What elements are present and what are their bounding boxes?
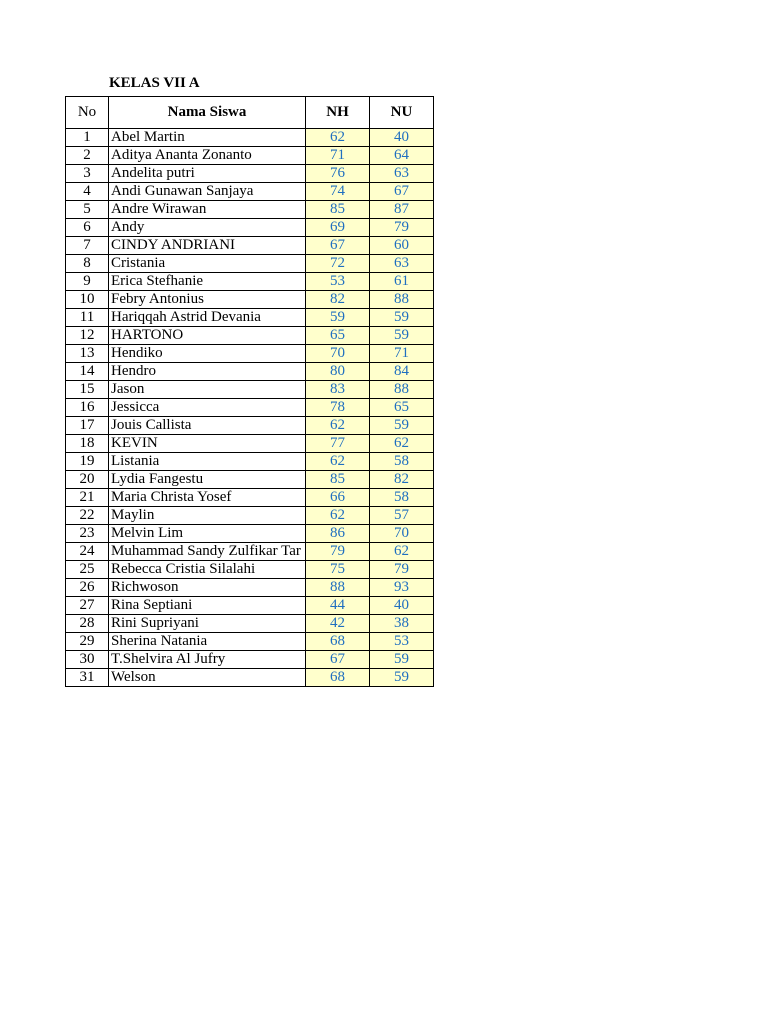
- table-row: [66, 489, 434, 507]
- cell-no[interactable]: 26: [66, 579, 109, 597]
- cell-student-name[interactable]: Andy: [109, 219, 306, 237]
- cell-student-name[interactable]: Richwoson: [109, 579, 306, 597]
- cell-no[interactable]: 16: [66, 399, 109, 417]
- cell-nu-score[interactable]: 65: [370, 399, 434, 417]
- table-row: [66, 579, 434, 597]
- cell-student-name[interactable]: Cristania: [109, 255, 306, 273]
- cell-no[interactable]: 31: [66, 669, 109, 687]
- cell-nh-score[interactable]: 71: [306, 147, 370, 165]
- cell-student-name[interactable]: Lydia Fangestu: [109, 471, 306, 489]
- cell-nh-score[interactable]: 69: [306, 219, 370, 237]
- cell-no[interactable]: 5: [66, 201, 109, 219]
- cell-nh-score[interactable]: 67: [306, 237, 370, 255]
- cell-student-name[interactable]: KEVIN: [109, 435, 306, 453]
- table-row: [66, 309, 434, 327]
- cell-nh-score[interactable]: 86: [306, 525, 370, 543]
- table-row: [66, 615, 434, 633]
- column-header-nu[interactable]: NU: [370, 97, 434, 129]
- cell-nu-score[interactable]: 59: [370, 651, 434, 669]
- cell-nh-score[interactable]: 80: [306, 363, 370, 381]
- cell-no[interactable]: 2: [66, 147, 109, 165]
- cell-student-name[interactable]: Aditya Ananta Zonanto: [109, 147, 306, 165]
- table-row: [66, 399, 434, 417]
- table-row: [66, 435, 434, 453]
- cell-nu-score[interactable]: 58: [370, 489, 434, 507]
- cell-nh-score[interactable]: 72: [306, 255, 370, 273]
- table-row: [66, 129, 434, 147]
- cell-nu-score[interactable]: 88: [370, 291, 434, 309]
- cell-nh-score[interactable]: 65: [306, 327, 370, 345]
- cell-no[interactable]: 13: [66, 345, 109, 363]
- cell-nu-score[interactable]: 59: [370, 669, 434, 687]
- cell-nh-score[interactable]: 74: [306, 183, 370, 201]
- table-row: [66, 165, 434, 183]
- table-row: [66, 327, 434, 345]
- cell-student-name[interactable]: HARTONO: [109, 327, 306, 345]
- cell-no[interactable]: 11: [66, 309, 109, 327]
- cell-nu-score[interactable]: 79: [370, 561, 434, 579]
- cell-nh-score[interactable]: 85: [306, 471, 370, 489]
- table-row: [66, 219, 434, 237]
- cell-nu-score[interactable]: 62: [370, 543, 434, 561]
- student-score-table: [65, 96, 434, 687]
- cell-no[interactable]: 19: [66, 453, 109, 471]
- cell-nh-score[interactable]: 82: [306, 291, 370, 309]
- cell-nu-score[interactable]: 93: [370, 579, 434, 597]
- cell-no[interactable]: 9: [66, 273, 109, 291]
- cell-nu-score[interactable]: 62: [370, 435, 434, 453]
- cell-nh-score[interactable]: 44: [306, 597, 370, 615]
- column-header-no[interactable]: No: [66, 97, 109, 129]
- header-row: [66, 97, 434, 129]
- cell-student-name[interactable]: Rini Supriyani: [109, 615, 306, 633]
- cell-nh-score[interactable]: 85: [306, 201, 370, 219]
- cell-student-name[interactable]: Febry Antonius: [109, 291, 306, 309]
- cell-no[interactable]: 17: [66, 417, 109, 435]
- table-row: [66, 597, 434, 615]
- cell-nu-score[interactable]: 59: [370, 309, 434, 327]
- table-row: [66, 183, 434, 201]
- cell-student-name[interactable]: Jessicca: [109, 399, 306, 417]
- cell-nh-score[interactable]: 68: [306, 633, 370, 651]
- cell-no[interactable]: 27: [66, 597, 109, 615]
- cell-student-name[interactable]: Hariqqah Astrid Devania: [109, 309, 306, 327]
- cell-nh-score[interactable]: 62: [306, 507, 370, 525]
- cell-no[interactable]: 7: [66, 237, 109, 255]
- cell-no[interactable]: 28: [66, 615, 109, 633]
- table-row: [66, 237, 434, 255]
- table-row: [66, 291, 434, 309]
- cell-student-name[interactable]: Andelita putri: [109, 165, 306, 183]
- cell-nh-score[interactable]: 53: [306, 273, 370, 291]
- cell-nh-score[interactable]: 62: [306, 129, 370, 147]
- cell-nu-score[interactable]: 60: [370, 237, 434, 255]
- cell-student-name[interactable]: Muhammad Sandy Zulfikar Tar: [109, 543, 306, 561]
- cell-student-name[interactable]: Listania: [109, 453, 306, 471]
- cell-nu-score[interactable]: 79: [370, 219, 434, 237]
- cell-nh-score[interactable]: 62: [306, 417, 370, 435]
- cell-nh-score[interactable]: 42: [306, 615, 370, 633]
- cell-no[interactable]: 30: [66, 651, 109, 669]
- cell-nu-score[interactable]: 71: [370, 345, 434, 363]
- table-row: [66, 507, 434, 525]
- column-header-nh[interactable]: NH: [306, 97, 370, 129]
- cell-nu-score[interactable]: 63: [370, 255, 434, 273]
- cell-nh-score[interactable]: 59: [306, 309, 370, 327]
- cell-student-name[interactable]: Hendiko: [109, 345, 306, 363]
- cell-no[interactable]: 15: [66, 381, 109, 399]
- cell-no[interactable]: 25: [66, 561, 109, 579]
- table-body: [66, 129, 434, 687]
- cell-student-name[interactable]: Erica Stefhanie: [109, 273, 306, 291]
- cell-student-name[interactable]: Andre Wirawan: [109, 201, 306, 219]
- cell-nu-score[interactable]: 57: [370, 507, 434, 525]
- cell-nu-score[interactable]: 63: [370, 165, 434, 183]
- cell-nu-score[interactable]: 59: [370, 417, 434, 435]
- cell-student-name[interactable]: Maria Christa Yosef: [109, 489, 306, 507]
- cell-student-name[interactable]: Rebecca Cristia Silalahi: [109, 561, 306, 579]
- table-row: [66, 471, 434, 489]
- cell-student-name[interactable]: Jason: [109, 381, 306, 399]
- cell-no[interactable]: 12: [66, 327, 109, 345]
- column-header-name[interactable]: Nama Siswa: [109, 97, 306, 129]
- table-row: [66, 381, 434, 399]
- table-row: [66, 669, 434, 687]
- table-row: [66, 651, 434, 669]
- cell-nu-score[interactable]: 58: [370, 453, 434, 471]
- cell-nh-score[interactable]: 83: [306, 381, 370, 399]
- cell-nu-score[interactable]: 82: [370, 471, 434, 489]
- cell-nh-score[interactable]: 67: [306, 651, 370, 669]
- cell-nu-score[interactable]: 59: [370, 327, 434, 345]
- cell-nu-score[interactable]: 84: [370, 363, 434, 381]
- cell-no[interactable]: 10: [66, 291, 109, 309]
- table-row: [66, 255, 434, 273]
- cell-nu-score[interactable]: 38: [370, 615, 434, 633]
- cell-no[interactable]: 6: [66, 219, 109, 237]
- table-row: [66, 525, 434, 543]
- table-row: [66, 633, 434, 651]
- cell-no[interactable]: 20: [66, 471, 109, 489]
- cell-nh-score[interactable]: 62: [306, 453, 370, 471]
- cell-nu-score[interactable]: 40: [370, 597, 434, 615]
- cell-no[interactable]: 14: [66, 363, 109, 381]
- cell-nu-score[interactable]: 87: [370, 201, 434, 219]
- table-row: [66, 147, 434, 165]
- cell-student-name[interactable]: Andi Gunawan Sanjaya: [109, 183, 306, 201]
- cell-no[interactable]: 1: [66, 129, 109, 147]
- cell-no[interactable]: 3: [66, 165, 109, 183]
- cell-student-name[interactable]: Melvin Lim: [109, 525, 306, 543]
- cell-nh-score[interactable]: 79: [306, 543, 370, 561]
- cell-no[interactable]: 18: [66, 435, 109, 453]
- table-row: [66, 417, 434, 435]
- table-row: [66, 453, 434, 471]
- sheet-title: KELAS VII A: [109, 75, 200, 91]
- table-row: [66, 543, 434, 561]
- cell-nh-score[interactable]: 88: [306, 579, 370, 597]
- cell-student-name[interactable]: Hendro: [109, 363, 306, 381]
- cell-nu-score[interactable]: 67: [370, 183, 434, 201]
- table-row: [66, 561, 434, 579]
- cell-nh-score[interactable]: 76: [306, 165, 370, 183]
- cell-no[interactable]: 22: [66, 507, 109, 525]
- cell-nu-score[interactable]: 61: [370, 273, 434, 291]
- cell-no[interactable]: 4: [66, 183, 109, 201]
- table-row: [66, 201, 434, 219]
- cell-student-name[interactable]: Sherina Natania: [109, 633, 306, 651]
- cell-student-name[interactable]: Jouis Callista: [109, 417, 306, 435]
- cell-nu-score[interactable]: 64: [370, 147, 434, 165]
- cell-nu-score[interactable]: 40: [370, 129, 434, 147]
- table-row: [66, 273, 434, 291]
- cell-student-name[interactable]: T.Shelvira Al Jufry: [109, 651, 306, 669]
- cell-student-name[interactable]: Welson: [109, 669, 306, 687]
- table-header: [66, 97, 434, 129]
- cell-no[interactable]: 23: [66, 525, 109, 543]
- cell-nh-score[interactable]: 68: [306, 669, 370, 687]
- cell-student-name[interactable]: Rina Septiani: [109, 597, 306, 615]
- cell-no[interactable]: 21: [66, 489, 109, 507]
- cell-nh-score[interactable]: 77: [306, 435, 370, 453]
- cell-nu-score[interactable]: 88: [370, 381, 434, 399]
- cell-no[interactable]: 8: [66, 255, 109, 273]
- cell-student-name[interactable]: Maylin: [109, 507, 306, 525]
- table-row: [66, 363, 434, 381]
- cell-student-name[interactable]: Abel Martin: [109, 129, 306, 147]
- cell-student-name[interactable]: CINDY ANDRIANI: [109, 237, 306, 255]
- cell-nh-score[interactable]: 70: [306, 345, 370, 363]
- cell-nu-score[interactable]: 53: [370, 633, 434, 651]
- cell-no[interactable]: 29: [66, 633, 109, 651]
- table-row: [66, 345, 434, 363]
- cell-nh-score[interactable]: 66: [306, 489, 370, 507]
- cell-nu-score[interactable]: 70: [370, 525, 434, 543]
- cell-nh-score[interactable]: 75: [306, 561, 370, 579]
- cell-nh-score[interactable]: 78: [306, 399, 370, 417]
- cell-no[interactable]: 24: [66, 543, 109, 561]
